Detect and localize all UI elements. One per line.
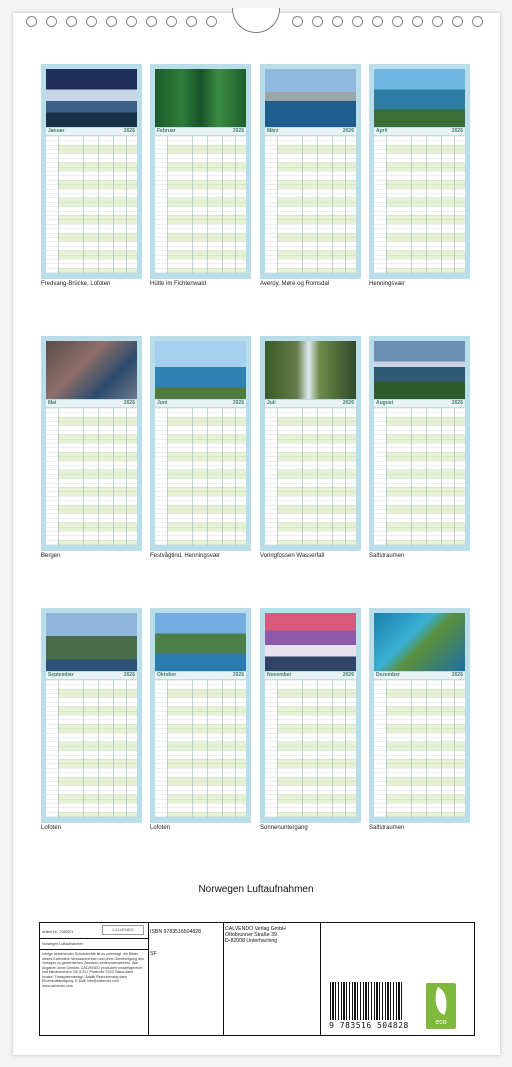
barcode <box>330 982 404 1020</box>
month-header <box>265 400 356 407</box>
eco-label: eco <box>435 1019 447 1026</box>
month-photo <box>265 613 356 671</box>
grid-column-line <box>411 680 412 817</box>
grid-column-line <box>207 680 208 817</box>
grid-column-line <box>441 680 442 817</box>
grid-column-line <box>426 408 427 545</box>
binding-hole <box>66 16 77 27</box>
eco-badge <box>426 983 456 1029</box>
grid-column-line <box>317 408 318 545</box>
month-photo <box>46 69 137 127</box>
grid-column-line <box>113 408 114 545</box>
grid-column-line <box>441 136 442 273</box>
grid-column-line <box>235 680 236 817</box>
month-caption: Saltstraumen <box>369 553 405 559</box>
month-panel-mai <box>41 336 142 551</box>
month-photo <box>155 613 246 671</box>
grid-column-line <box>192 408 193 545</box>
grid-column-line <box>98 408 99 545</box>
day-grid <box>374 408 465 545</box>
month-header <box>46 672 137 679</box>
grid-column-line <box>113 136 114 273</box>
grid-column-line <box>83 680 84 817</box>
binding-hole <box>186 16 197 27</box>
month-header <box>155 672 246 679</box>
day-grid <box>46 680 137 817</box>
month-header <box>374 128 465 135</box>
month-panel-april <box>369 64 470 279</box>
grid-column-line <box>222 408 223 545</box>
grid-column-line <box>332 680 333 817</box>
grid-column-line <box>192 136 193 273</box>
month-name: Oktober <box>157 672 177 678</box>
grid-column-line <box>345 680 346 817</box>
grid-column-line <box>302 408 303 545</box>
month-photo <box>265 69 356 127</box>
month-caption: Voringfossen Wasserfall <box>260 553 325 559</box>
binding-hole <box>26 16 37 27</box>
month-caption: Sonnenuntergang <box>260 825 308 831</box>
isbn: ISBN 9783516504828 <box>150 929 202 935</box>
grid-column-line <box>302 136 303 273</box>
binding-hole <box>372 16 383 27</box>
month-photo <box>155 69 246 127</box>
month-header <box>265 672 356 679</box>
binding-hole <box>146 16 157 27</box>
month-name: Januar <box>48 128 65 134</box>
month-panel-november <box>260 608 361 823</box>
grid-column-line <box>277 680 278 817</box>
grid-column-line <box>411 408 412 545</box>
binding-hole <box>292 16 303 27</box>
month-header <box>46 400 137 407</box>
month-photo <box>46 341 137 399</box>
month-photo <box>374 341 465 399</box>
grid-column-line <box>207 408 208 545</box>
grid-column-line <box>454 136 455 273</box>
footer-divider <box>320 923 321 1035</box>
month-caption: Saltstraumen <box>369 825 405 831</box>
binding-hole <box>452 16 463 27</box>
month-year: 2026 <box>342 400 354 406</box>
month-header <box>374 672 465 679</box>
month-panel-september <box>41 608 142 823</box>
grid-column-line <box>386 680 387 817</box>
binding-hole <box>412 16 423 27</box>
month-name: April <box>376 128 388 134</box>
binding-hole <box>352 16 363 27</box>
month-year: 2026 <box>123 128 135 134</box>
grid-column-line <box>207 136 208 273</box>
day-grid <box>265 408 356 545</box>
day-grid <box>374 680 465 817</box>
publisher-name: CALVENDO Verlag GmbH <box>225 926 286 932</box>
month-photo <box>374 69 465 127</box>
day-grid <box>155 408 246 545</box>
month-name: Juli <box>267 400 276 406</box>
month-panel-juni <box>150 336 251 551</box>
day-grid <box>46 136 137 273</box>
grid-column-line <box>126 680 127 817</box>
grid-column-line <box>426 680 427 817</box>
grid-column-line <box>98 136 99 273</box>
day-grid <box>374 136 465 273</box>
publisher-street: Ottobrunner Straße 39 <box>225 932 277 938</box>
footer-divider <box>40 938 148 939</box>
leaf-icon <box>429 987 452 1015</box>
binding-hole <box>106 16 117 27</box>
month-panel-januar <box>41 64 142 279</box>
month-year: 2026 <box>123 672 135 678</box>
binding-hole <box>86 16 97 27</box>
grid-column-line <box>83 136 84 273</box>
month-caption: Festvågtind, Henningsvær <box>150 553 221 559</box>
month-year: 2026 <box>123 400 135 406</box>
binding-hole <box>206 16 217 27</box>
day-grid <box>265 680 356 817</box>
binding-hole <box>166 16 177 27</box>
grid-column-line <box>222 680 223 817</box>
sf-code: SF <box>150 951 157 957</box>
month-year: 2026 <box>232 400 244 406</box>
barcode-number: 9 783516 504828 <box>329 1021 409 1030</box>
month-name: Februar <box>157 128 176 134</box>
calendar-title: Norwegen Luftaufnahmen <box>198 884 314 895</box>
publisher-city: D-82008 Unterhaching <box>225 938 278 944</box>
legal-text: Infolge bestehender Schutzrechte ist es untersagt, die Bilder dieses Kalenders herauszutrennen und ohne Genehmigung des Verlages zu gewerblichen Zwecken weiterzuverwenden. Alle Angaben ohne Gewähr. CALVENDO produziert bedarfsgerecht und klimaneutral in DE & EU. Pixelnote ©ICO Blanz dans tucase: Transparentseagt / Adalik Resoucenang dans Einzelzuständigung. E-Mail: info@calvendo.com · www.calvendo.com <box>42 952 144 988</box>
grid-column-line <box>167 408 168 545</box>
month-caption: Hütte im Fichtenwald <box>150 281 207 287</box>
month-caption: Henningsvær <box>369 281 405 287</box>
month-caption: Lofoten <box>150 825 171 831</box>
grid-column-line <box>345 136 346 273</box>
grid-column-line <box>235 136 236 273</box>
month-year: 2026 <box>232 672 244 678</box>
day-grid <box>46 408 137 545</box>
grid-column-line <box>426 136 427 273</box>
month-name: August <box>376 400 394 406</box>
month-photo <box>155 341 246 399</box>
grid-column-line <box>454 408 455 545</box>
grid-column-line <box>113 680 114 817</box>
binding-hole <box>332 16 343 27</box>
grid-column-line <box>98 680 99 817</box>
month-year: 2026 <box>342 672 354 678</box>
grid-column-line <box>441 408 442 545</box>
month-name: März <box>267 128 279 134</box>
grid-column-line <box>317 136 318 273</box>
month-header <box>46 128 137 135</box>
grid-column-line <box>167 680 168 817</box>
month-caption: Lofoten <box>41 825 62 831</box>
grid-column-line <box>386 136 387 273</box>
calvendo-logo: CALVENDO <box>102 925 144 935</box>
grid-column-line <box>302 680 303 817</box>
grid-column-line <box>222 136 223 273</box>
footer-divider <box>223 923 224 1035</box>
grid-column-line <box>277 136 278 273</box>
month-name: Juni <box>157 400 168 406</box>
product-name: Norwegen Luftaufnahmen <box>42 942 84 946</box>
month-panel-februar <box>150 64 251 279</box>
grid-column-line <box>58 136 59 273</box>
month-caption: Fredvang-Brücke, Lofoten <box>41 281 111 287</box>
grid-column-line <box>58 680 59 817</box>
day-grid <box>155 136 246 273</box>
grid-column-line <box>317 680 318 817</box>
month-year: 2026 <box>451 400 463 406</box>
grid-column-line <box>192 680 193 817</box>
footer-divider <box>148 923 149 1035</box>
grid-column-line <box>235 408 236 545</box>
month-name: Mai <box>48 400 57 406</box>
binding-hole <box>126 16 137 27</box>
binding-hole <box>392 16 403 27</box>
month-photo <box>265 341 356 399</box>
month-year: 2026 <box>451 672 463 678</box>
month-photo <box>46 613 137 671</box>
month-name: November <box>267 672 292 678</box>
day-grid <box>265 136 356 273</box>
footer-divider <box>40 949 148 950</box>
month-header <box>374 400 465 407</box>
grid-column-line <box>411 136 412 273</box>
day-grid <box>155 680 246 817</box>
grid-column-line <box>83 408 84 545</box>
month-year: 2026 <box>451 128 463 134</box>
grid-column-line <box>332 408 333 545</box>
grid-column-line <box>386 408 387 545</box>
grid-column-line <box>126 408 127 545</box>
month-year: 2026 <box>232 128 244 134</box>
grid-column-line <box>345 408 346 545</box>
article-number: Artikel Nr.: 2060971 <box>42 930 74 934</box>
grid-column-line <box>454 680 455 817</box>
month-photo <box>374 613 465 671</box>
grid-column-line <box>332 136 333 273</box>
month-header <box>265 128 356 135</box>
month-year: 2026 <box>342 128 354 134</box>
month-header <box>155 128 246 135</box>
grid-column-line <box>277 408 278 545</box>
binding-hole <box>472 16 483 27</box>
month-panel-juli <box>260 336 361 551</box>
binding-hole <box>46 16 57 27</box>
binding-hole <box>312 16 323 27</box>
month-caption: Bergen <box>41 553 61 559</box>
binding-hole <box>432 16 443 27</box>
month-name: September <box>48 672 74 678</box>
grid-column-line <box>167 136 168 273</box>
month-panel-dezember <box>369 608 470 823</box>
month-header <box>155 400 246 407</box>
month-panel-märz <box>260 64 361 279</box>
month-panel-august <box>369 336 470 551</box>
month-panel-oktober <box>150 608 251 823</box>
month-name: Dezember <box>376 672 400 678</box>
grid-column-line <box>58 408 59 545</box>
month-caption: Averoy, Møre og Romsdal <box>260 281 330 287</box>
grid-column-line <box>126 136 127 273</box>
